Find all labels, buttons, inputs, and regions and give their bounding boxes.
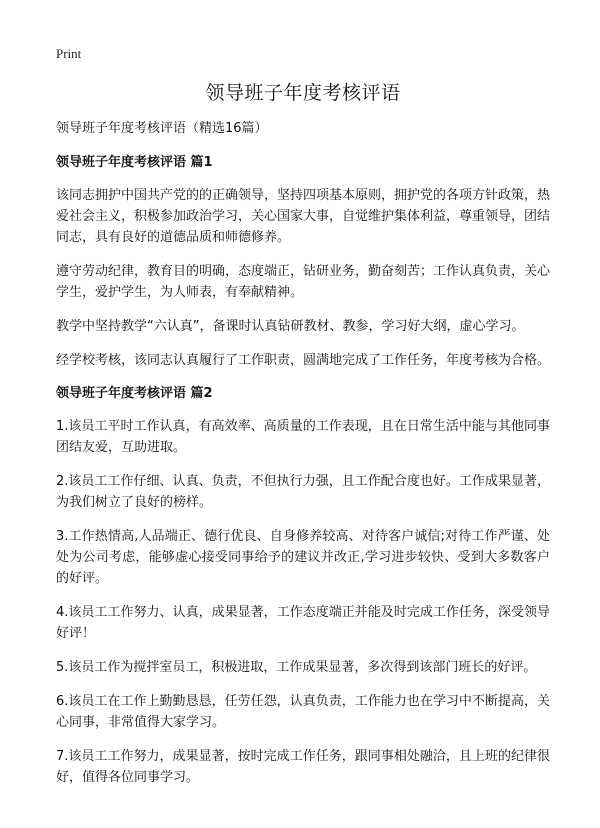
paragraph: 6.该员工在工作上勤勤恳恳，任劳任怨，认真负责，工作能力也在学习中不断提高，关心同事，非常值得大家学习。 [56, 694, 550, 730]
document-body [56, 78, 550, 801]
paragraph: 4.该员工工作努力、认真，成果显著，工作态度端正并能及时完成工作任务，深受领导好评！ [56, 605, 550, 641]
document-subtitle: 领导班子年度考核评语（精选16篇） [56, 121, 268, 136]
paragraph: 教学中坚持教学“六认真”，备课时认真钻研教材、教参，学习好大纲，虚心学习。 [56, 319, 525, 334]
document-title: 领导班子年度考核评语 [205, 82, 401, 104]
section-heading: 领导班子年度考核评语 篇1 [56, 155, 213, 170]
paragraph: 该同志拥护中国共产党的的正确领导，坚持四项基本原则，拥护党的各项方针政策，热爱社会主义，积极参加政治学习，关心国家大事，自觉维护集体利益，尊重领导，团结同志，具有良好的道德品质和师德修养。 [56, 188, 551, 245]
section-2 [56, 384, 550, 788]
section-1 [56, 153, 550, 371]
print-link[interactable]: Print [56, 46, 82, 61]
paragraph: 7.该员工工作努力，成果显著，按时完成工作任务，跟同事相处融洽，且上班的纪律很好，值得各位同事学习。 [56, 749, 550, 785]
paragraph: 2.该员工工作仔细、认真、负责，不但执行力强，且工作配合度也好。工作成果显著，为我们树立了良好的榜样。 [56, 474, 550, 510]
section-heading: 领导班子年度考核评语 篇2 [56, 386, 213, 401]
paragraph: 1.该员工平时工作认真，有高效率、高质量的工作表现，且在日常生活中能与其他同事团结友爱，互助进取。 [56, 419, 550, 455]
paragraph: 5.该员工作为搅拌室员工，积极进取，工作成果显著，多次得到该部门班长的好评。 [56, 660, 537, 675]
paragraph: 遵守劳动纪律，教育目的明确，态度端正，钻研业务，勤奋刻苦；工作认真负责，关心学生，爱护学生，为人师表，有奉献精神。 [56, 264, 551, 300]
paragraph: 3.工作热情高,人品端正、德行优良、自身修养较高、对待客户诚信;对待工作严谨、处处为公司考虑，能够虚心接受同事给予的建议并改正,学习进步较快、受到大多数客户的好评。 [56, 529, 550, 586]
paragraph: 经学校考核，该同志认真履行了工作职责，圆满地完成了工作任务，年度考核为合格。 [56, 353, 551, 368]
